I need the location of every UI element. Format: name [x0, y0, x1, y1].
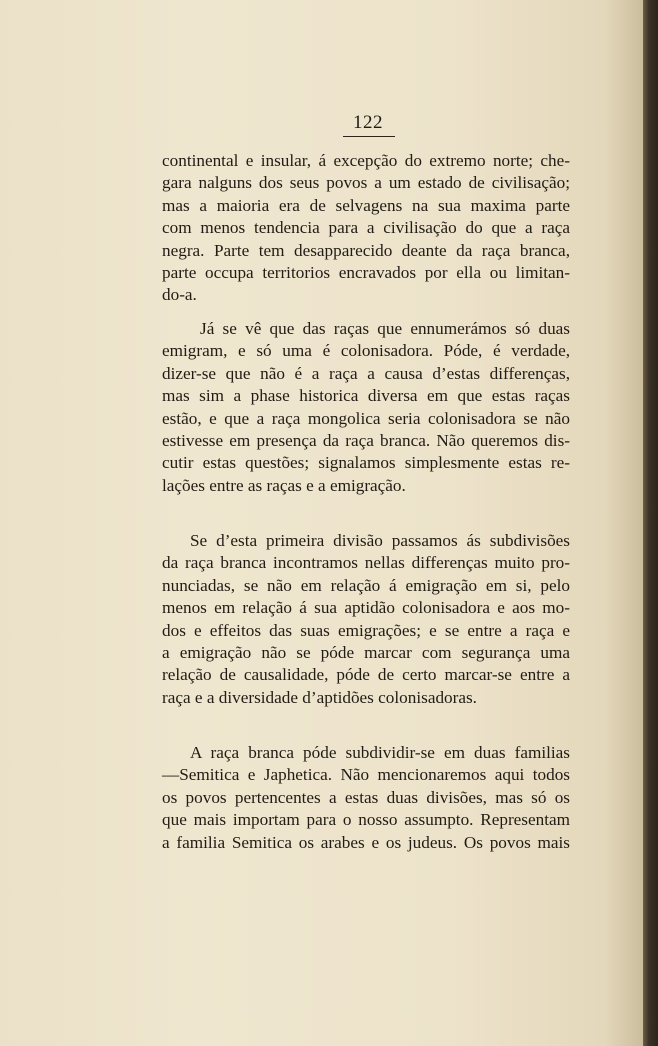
- text-line: a familia Semitica os arabes e os judeus. Os povos mais: [162, 832, 570, 852]
- paragraph-2: [162, 318, 570, 497]
- text-line: A raça branca póde subdividir-se em duas familias: [190, 743, 570, 762]
- text-line: com menos tendencia para a civilisação do que a raça: [162, 218, 570, 238]
- text-line: da raça branca incontramos nellas differenças muito pro-: [162, 553, 570, 573]
- text-line: mas a maioria era de selvagens na sua maxima parte: [162, 195, 570, 215]
- text-line: do-a.: [162, 285, 197, 305]
- text-line: relação de causalidade, póde de certo marcar-se entre a: [162, 665, 570, 685]
- text-line: Já se vê que das raças que ennumerámos só duas: [200, 319, 570, 338]
- paragraph-3: [162, 530, 570, 709]
- text-line: menos em relação á sua aptidão colonisadora e aos mo-: [162, 598, 570, 618]
- book-spine-edge: [643, 0, 658, 1046]
- paragraph-4: [162, 742, 570, 854]
- page-number: 122: [353, 112, 383, 133]
- text-line: que mais importam para o nosso assumpto. Representam: [162, 810, 570, 830]
- text-line: gara nalguns dos seus povos a um estado de civilisação;: [162, 173, 570, 193]
- text-line: —Semitica e Japhetica. Não mencionaremos aqui todos: [162, 765, 570, 785]
- text-line: emigram, e só uma é colonisadora. Póde, é verdade,: [162, 341, 570, 361]
- text-line: cutir estas questões; signalamos simplesmente estas re-: [162, 453, 570, 473]
- text-line: continental e insular, á excepção do extremo norte; che-: [162, 151, 570, 170]
- text-line: negra. Parte tem desapparecido deante da raça branca,: [162, 240, 570, 260]
- text-line: dos e effeitos das suas emigrações; e se entre a raça e: [162, 620, 570, 640]
- text-line: Se d’esta primeira divisão passamos ás subdivisões: [190, 531, 570, 550]
- text-line: os povos pertencentes a estas duas divisões, mas só os: [162, 787, 570, 807]
- text-line: mas sim a phase historica diversa em que estas raças: [162, 386, 570, 406]
- paragraph-1: [162, 150, 570, 307]
- text-line: raça e a diversidade d’aptidões colonisadoras.: [162, 687, 477, 707]
- text-line: estão, e que a raça mongolica seria colonisadora se não: [162, 408, 570, 428]
- text-line: a emigração não se póde marcar com segurança uma: [162, 643, 570, 663]
- text-line: nunciadas, se não em relação á emigração em si, pelo: [162, 575, 570, 595]
- text-line: parte occupa territorios encravados por ella ou limitan-: [162, 263, 570, 283]
- text-line: estivesse em presença da raça branca. Não queremos dis-: [162, 431, 570, 451]
- text-line: lações entre as raças e a emigração.: [162, 475, 406, 495]
- text-line: dizer-se que não é a raça a causa d’estas differenças,: [162, 363, 570, 383]
- page-number-rule: [343, 136, 395, 137]
